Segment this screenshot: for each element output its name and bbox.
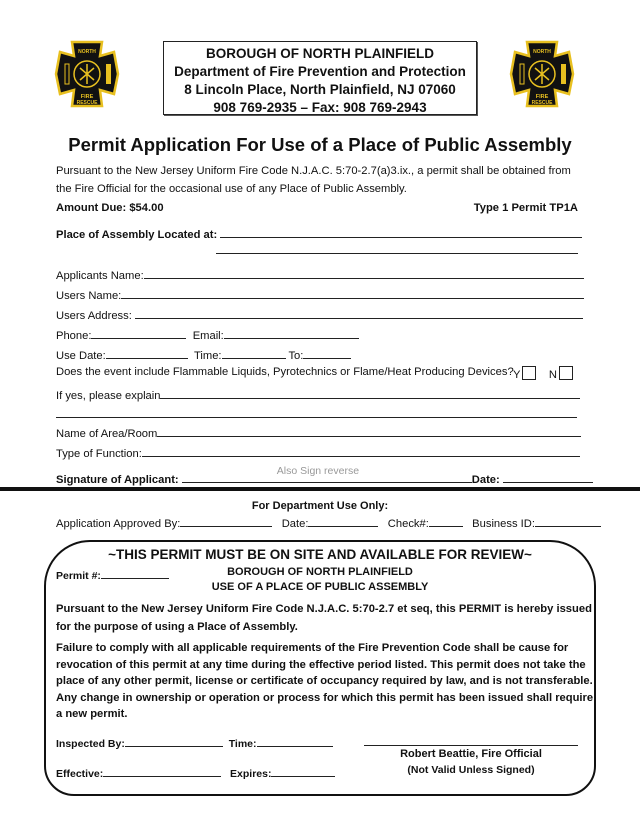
signature-input[interactable]: [182, 465, 472, 483]
permit-banner: ~THIS PERMIT MUST BE ON SITE AND AVAILABLE FOR REVIEW~: [108, 547, 532, 562]
if-yes-input[interactable]: [160, 386, 580, 399]
place-located-label: Place of Assembly Located at:: [56, 229, 218, 241]
permit-para-line: for the purpose of using a Place of Assembly.: [56, 621, 298, 633]
intro-line: the Fire Official for the occasional use of any Place of Public Assembly.: [56, 183, 407, 195]
phone-email-row: [56, 326, 359, 342]
dept-date-label: Date:: [281, 518, 309, 530]
applicants-name-input[interactable]: [144, 266, 584, 279]
check-input[interactable]: [429, 514, 463, 527]
users-name-input[interactable]: [121, 286, 584, 299]
svg-text:FIRE: FIRE: [80, 94, 94, 100]
to-input[interactable]: [303, 346, 351, 359]
users-address-input[interactable]: [135, 306, 583, 319]
phone-label: Phone:: [56, 330, 92, 342]
permit-para-line: a new permit.: [56, 708, 128, 720]
dept-date-input[interactable]: [308, 514, 378, 527]
if-yes-label: If yes, please explain: [56, 390, 161, 402]
area-room-row: [56, 424, 581, 440]
effective-label: Effective:: [56, 768, 104, 780]
use-date-label: Use Date:: [56, 350, 106, 362]
function-type-label: Type of Function:: [56, 448, 142, 460]
signature-label: Signature of Applicant:: [56, 474, 179, 486]
permit-time-label: Time:: [228, 738, 257, 750]
official-signature-input[interactable]: [364, 733, 578, 746]
amount-due: Amount Due: $54.00: [56, 202, 164, 214]
dept-use-heading: For Department Use Only:: [251, 500, 389, 512]
permit-para-2: [56, 640, 593, 723]
signature-date-label: Date:: [471, 474, 500, 486]
hazard-question-label: Does the event include Flammable Liquids, Pyrotechnics or Flame/Heat Producing Devices?: [56, 366, 514, 378]
permit-para-1: [56, 600, 592, 636]
yes-checkbox[interactable]: [522, 366, 536, 380]
signature-date-input[interactable]: [503, 470, 593, 483]
permit-time-input[interactable]: [257, 734, 333, 747]
effective-input[interactable]: [103, 764, 221, 777]
place-located-row: [56, 225, 582, 241]
letterhead-dept: Department of Fire Prevention and Protection: [174, 64, 466, 79]
permit-para-line: Pursuant to the New Jersey Uniform Fire Code N.J.A.C. 5:70-2.7 et seq, this PERMIT is hereby issued: [56, 603, 592, 615]
svg-text:NORTH: NORTH: [78, 49, 96, 55]
no-checkbox[interactable]: [559, 366, 573, 380]
permit-para-line: revocation of this permit at any time during the effective period listed. This permit does not take the: [56, 658, 586, 671]
not-valid-note: (Not Valid Unless Signed): [407, 764, 535, 776]
business-id-input[interactable]: [535, 514, 601, 527]
place-located-input[interactable]: [220, 225, 582, 238]
letterhead-box: [163, 41, 477, 115]
permit-para-line: place of any other permit, license or certificate of occupancy required by law, and is not transferable.: [56, 675, 593, 687]
letterhead-phone: 908 769-2935 – Fax: 908 769-2943: [213, 100, 427, 115]
phone-input[interactable]: [91, 326, 186, 339]
letterhead-address: 8 Lincoln Place, North Plainfield, NJ 07060: [184, 82, 456, 97]
area-room-input[interactable]: [157, 424, 581, 437]
fire-rescue-badge-right-icon: [507, 38, 577, 110]
intro-line: Pursuant to the New Jersey Uniform Fire Code N.J.A.C. 5:70-2.7(a)3.ix., a permit shall be obtained from: [56, 165, 571, 177]
approved-by-label: Application Approved By:: [56, 518, 181, 530]
to-label: To:: [288, 350, 304, 362]
letterhead-org: BOROUGH OF NORTH PLAINFIELD: [206, 46, 434, 61]
svg-text:RESCUE: RESCUE: [531, 100, 553, 106]
users-name-row: [56, 286, 584, 302]
no-label: N: [548, 369, 557, 381]
if-yes-input-2[interactable]: [56, 405, 577, 418]
users-address-row: [56, 306, 583, 322]
function-type-input[interactable]: [142, 444, 580, 457]
hazard-question-row: [56, 366, 514, 378]
use-date-input[interactable]: [106, 346, 188, 359]
function-type-row: [56, 444, 580, 460]
users-name-label: Users Name:: [56, 290, 122, 302]
dept-use-row: [56, 514, 601, 530]
signature-note: Also Sign reverse: [276, 465, 360, 477]
page-title: Permit Application For Use of a Place of Public Assembly: [68, 134, 572, 155]
permit-org: BOROUGH OF NORTH PLAINFIELD: [227, 566, 413, 578]
inspected-by-input[interactable]: [125, 734, 223, 747]
use-date-row: [56, 346, 351, 362]
signature-row: [56, 465, 593, 486]
if-yes-row: [56, 386, 580, 402]
expires-input[interactable]: [271, 764, 335, 777]
hazard-checkboxes: [513, 366, 573, 381]
expires-label: Expires:: [230, 768, 272, 780]
check-label: Check#:: [387, 518, 429, 530]
place-located-input-2[interactable]: [216, 243, 578, 254]
svg-text:FIRE: FIRE: [535, 94, 549, 100]
users-address-label: Users Address:: [56, 310, 132, 322]
svg-text:NORTH: NORTH: [533, 49, 551, 55]
permit-number-label: Permit #:: [56, 570, 101, 582]
applicants-name-label: Applicants Name:: [56, 270, 144, 282]
permit-para-line: Any change in ownership or operation or process for which this permit has been issued shall require: [56, 691, 594, 704]
fire-rescue-badge-left-icon: [52, 38, 122, 110]
time-input[interactable]: [222, 346, 286, 359]
permit-subtitle: USE OF A PLACE OF PUBLIC ASSEMBLY: [211, 581, 429, 593]
intro-text: [56, 162, 571, 198]
permit-type: Type 1 Permit TP1A: [473, 202, 578, 214]
email-label: Email:: [192, 330, 224, 342]
inspected-by-label: Inspected By:: [56, 738, 125, 750]
yes-label: Y: [513, 369, 521, 381]
inspected-row: [56, 734, 333, 750]
email-input[interactable]: [224, 326, 359, 339]
permit-para-line: Failure to comply with all applicable requirements of the Fire Prevention Code shall be cause for: [56, 642, 569, 654]
area-room-label: Name of Area/Room: [56, 428, 158, 440]
applicants-name-row: [56, 266, 584, 282]
official-name: Robert Beattie, Fire Official: [400, 748, 542, 760]
svg-text:RESCUE: RESCUE: [76, 100, 98, 106]
section-divider: [0, 487, 640, 491]
effective-row: [56, 764, 335, 780]
business-id-label: Business ID:: [472, 518, 535, 530]
approved-by-input[interactable]: [180, 514, 272, 527]
time-label: Time:: [193, 350, 222, 362]
